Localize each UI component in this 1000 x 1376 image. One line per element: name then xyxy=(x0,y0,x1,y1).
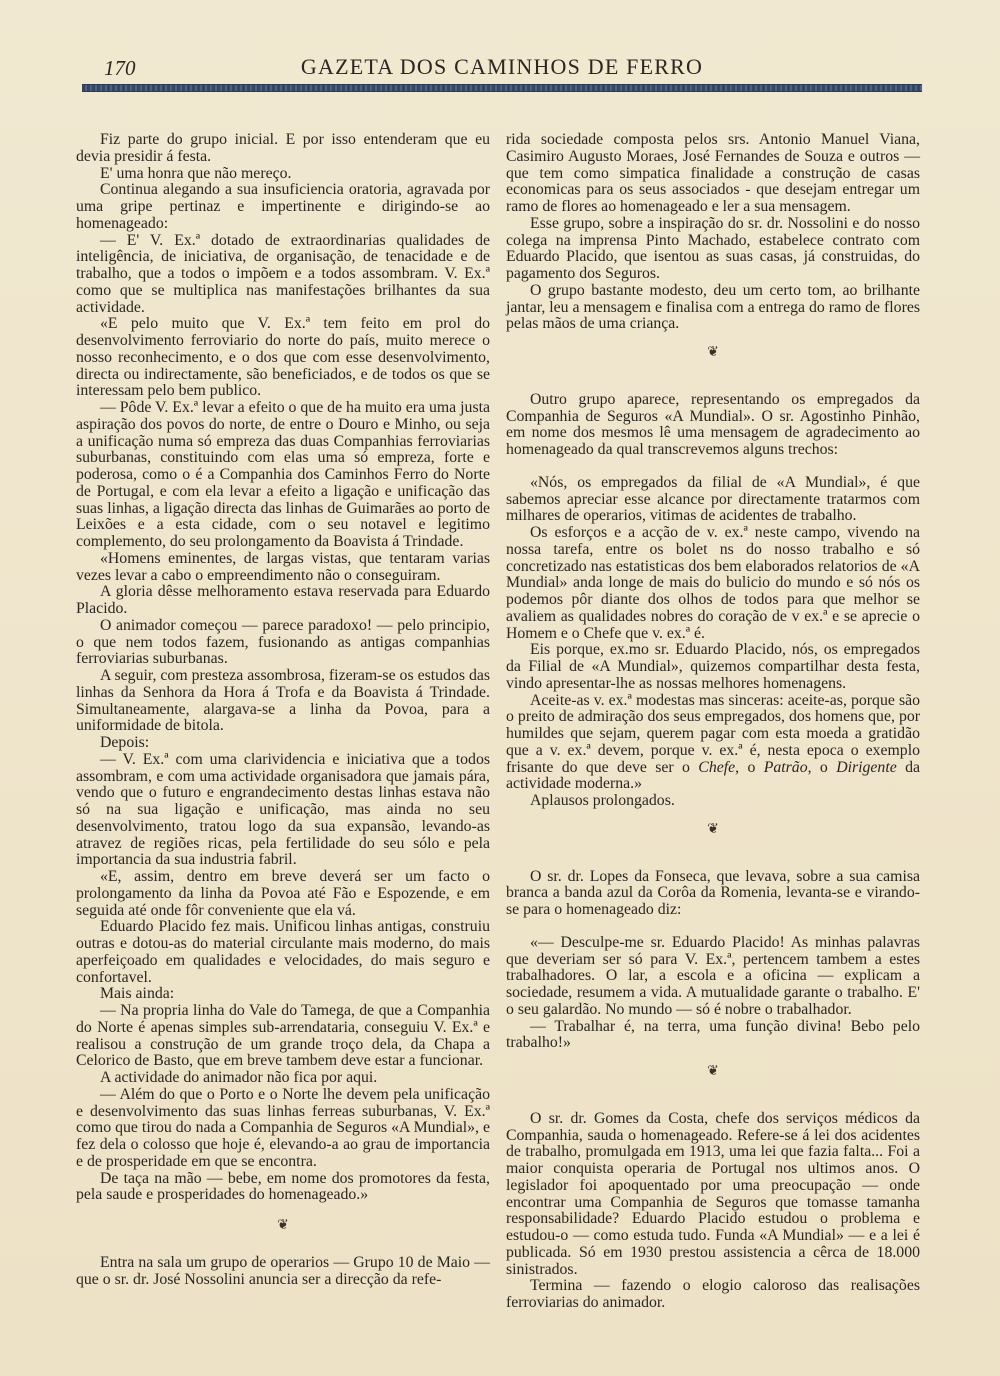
page-header xyxy=(82,50,922,88)
paragraph xyxy=(506,693,920,794)
right-column xyxy=(506,132,920,1312)
emphasis-chefe: Chefe xyxy=(698,758,736,776)
paragraph: Depois: xyxy=(100,734,150,751)
paragraph: Fiz parte do grupo inicial. E por isso entenderam que eu devia presidir á festa. xyxy=(76,131,490,165)
paragraph: «E pelo muito que V. Ex.ª tem feito em prol do desenvolvimento ferroviario do norte do país, muito merece o nosso reconhecimento, e o dos que com esse desenvolvimento, directa ou indirectamente, são beneficiados, e de todos os que se interessam pelo bem publico. xyxy=(76,315,490,400)
paragraph: Termina — fazendo o elogio caloroso das realisações ferroviarias do animador. xyxy=(506,1277,920,1311)
left-column xyxy=(76,132,490,1288)
paragraph: Outro grupo aparece, representando os empregados da Companhia de Seguros «A Mundial». O sr. Agostinho Pinhão, em nome dos mesmos lê uma mensagem de agradecimento ao homenageado da qual transcrevemos alguns trechos: xyxy=(506,390,920,458)
page-number: 170 xyxy=(104,56,136,80)
paragraph: O grupo bastante modesto, deu um certo tom, ao brilhante jantar, leu a mensagem e finalisa com a entrega do ramo de flores pelas mãos de uma criança. xyxy=(506,281,920,333)
paragraph: «Homens eminentes, de largas vistas, que tentaram varias vezes levar a cabo o empreendimento não o conseguiram. xyxy=(76,549,490,584)
paragraph: O sr. dr. Lopes da Fonseca, que levava, sobre a sua camisa branca a banda azul da Corôa da Romenia, levanta-se e virando-se para o homenageado diz: xyxy=(506,867,920,918)
fleuron-icon: ❦ xyxy=(277,1218,289,1233)
paragraph: Eduardo Placido fez mais. Unificou linhas antigas, construiu outras e dotou-as do material circulante mais moderno, do mais aperfeiçoado em qualidades e velocidades, do mais seguro e confortavel. xyxy=(76,918,490,986)
fleuron-icon: ❦ xyxy=(707,345,719,360)
text-run: , o xyxy=(807,758,837,776)
paragraph: — V. Ex.ª com uma clarividencia e iniciativa que a todos assombram, e com uma actividade organisadora que jamais pára, vendo que o futuro e engrandecimento destas linhas estava não só na sua ligação e unificação, mas ainda no seu desenvolvimento, tratou logo da sua expansão, levando-as atravez de regiões ricas, pela fertilidade do seu sólo e pela importancia da sua industria fabril. xyxy=(76,750,490,869)
text-run: Aceite-as v. ex.ª modestas mas sinceras: aceite-as, porque são o preito de admiração dos seus empregados, dos homens que, por humildes que sejam, querem pagar com esta moeda a gratidão que a v. ex.ª devem, porque v. ex.ª é, nesta epoca o exemplo frisante do que deve ser o xyxy=(506,691,920,776)
paragraph: O sr. dr. Gomes da Costa, chefe dos serviços médicos da Companhia, sauda o homenageado. Refere-se á lei dos acidentes de trabalho, promulgada em 1913, uma lei que fazia falta... Foi a maior conquista operaria de Portugal nos ultimos anos. O legislador foi apoquentado por uma preocupação — onde encontrar uma Companhia de Seguros que tomasse tamanha responsabilidade? Eduardo Placido estudou o problema e estudou-o — como estuda tudo. Funda «A Mundial» — e a lei é publicada. Só em 1930 prestou assistencia a cêrca de 18.000 sinistrados. xyxy=(506,1109,920,1278)
paragraph: De taça na mão — bebe, em nome dos promotores da festa, pela saude e prosperidades do homenageado.» xyxy=(76,1169,490,1204)
header-rule xyxy=(82,84,922,92)
paragraph: — Além do que o Porto e o Norte lhe devem pela unificação e desenvolvimento das suas linhas ferreas suburbanas, V. Ex.ª como que tirou do nada a Companhia de Seguros «A Mundial», e fez dela o colosso que hoje é, elevando-a ao grau de importancia e de prosperidade em que se encontra. xyxy=(76,1085,490,1170)
paragraph: Entra na sala um grupo de operarios — Grupo 10 de Maio — que o sr. dr. José Nossolini anuncia ser a direcção da refe- xyxy=(76,1253,490,1288)
emphasis-patrao: Patrão xyxy=(763,758,808,776)
paragraph: Mais ainda: xyxy=(100,985,175,1003)
paragraph: Os esforços e a acção de v. ex.ª neste campo, vivendo na nossa tarefa, entre os bolet ns do nosso trabalho e só concretizado nas estatisticas dos bem elaborados relatorios de «A Mundial» anda longe de mais do bulicio do mundo e só nós os podemos pôr diante dos olhos de todos para que melhor se avaliem as qualidades nobres do coração de v ex.ª e se aprecie o Homem e o Chefe que v. ex.ª é. xyxy=(506,524,920,642)
fleuron-icon: ❦ xyxy=(707,821,719,837)
paragraph: — Pôde V. Ex.ª levar a efeito o que de ha muito era uma justa aspiração dos povos do norte, de entre o Douro e Minho, ou seja a unificação numa só empreza das duas Companhias ferroviarias suburbanas, constituindo com elas uma só empreza, forte e poderosa, como o é a Companhia dos Caminhos Ferro do Norte de Portugal, e com ela levar a efeito a ligação e unificação das suas linhas, a ligação directa das linhas de Guimarães ao porto de Leixões e a esta cidade, com o seu notavel e legitimo complemento, do seu prolongamento da Boavista á Trindade. xyxy=(76,399,490,550)
paragraph: — E' V. Ex.ª dotado de extraordinarias qualidades de inteligência, de iniciativa, de organisação, de tenacidade e de trabalho, que a todos o impõem e a todos assombram. V. Ex.ª como que se multiplica nas manifestações brilhantes da sua actividade. xyxy=(76,231,490,316)
paragraph: E' uma honra que não mereço. xyxy=(100,164,292,182)
paragraph: A seguir, com presteza assombrosa, fizeram-se os estudos das linhas da Senhora da Hora á Trofa e da Boavista á Trindade. Simultaneamente, alargava-se a linha da Povoa, para a uniformidade de bitola. xyxy=(76,667,490,735)
paragraph: Continua alegando a sua insuficiencia oratoria, agravada por uma gripe pertinaz e impertinente e dirigindo-se ao homenageado: xyxy=(76,181,490,232)
paragraph: «Nós, os empregados da filial de «A Mundial», é que sabemos apreciar esse alcance por directamente tratarmos com milhares de operarios, vitimas de acidentes de trabalho. xyxy=(506,473,920,525)
paragraph: «E, assim, dentro em breve deverá ser um facto o prolongamento da linha da Povoa até Fão e Espozende, e em seguida até onde fôr conveniente que ela vá. xyxy=(76,868,490,919)
paragraph: A actividade do animador não fica por aqui. xyxy=(100,1069,378,1086)
emphasis-dirigente: Dirigente xyxy=(836,758,897,776)
text-run: , o xyxy=(735,758,764,776)
paragraph: — Na propria linha do Vale do Tamega, de que a Companhia do Norte é apenas simples sub-arrendataria, conseguiu V. Ex.ª e realisou a construção de um grande troço dela, da Chapa a Celorico de Basto, que em breve tambem deve estar a funcionar. xyxy=(76,1002,490,1070)
paragraph: O animador começou — parece paradoxo! — pelo principio, o que nem todos fazem, fusionando as antigas companhias ferroviarias suburbanas. xyxy=(76,616,490,668)
paragraph: Aplausos prolongados. xyxy=(530,792,675,809)
text-run: da actividade moderna.» xyxy=(506,758,921,793)
paragraph: A gloria dêsse melhoramento estava reservada para Eduardo Placido. xyxy=(76,583,490,617)
journal-title: GAZETA DOS CAMINHOS DE FERRO xyxy=(300,54,704,79)
paragraph: «— Desculpe-me sr. Eduardo Placido! As minhas palavras que deveriam ser só para V. Ex.ª, pertencem tambem a estes trabalhadores. O lar, a escola e a oficina — explicam a sociedade, resumem a vida. A mutualidade garante o trabalho. E' o seu galardão. No mundo — só é nobre o trabalhador. xyxy=(506,933,920,1018)
paragraph: rida sociedade composta pelos srs. Antonio Manuel Viana, Casimiro Augusto Moraes, José Fernandes de Souza e outros — que tem como simpatica finalidade a construção de casas economicas para os seus associados - que desejam entregar um ramo de flores ao homenageado e ler a sua mensagem. xyxy=(506,131,920,215)
fleuron-icon: ❦ xyxy=(707,1064,719,1079)
paragraph: — Trabalhar é, na terra, uma função divina! Bebo pelo trabalho!» xyxy=(506,1017,920,1052)
paragraph: Esse grupo, sobre a inspiração do sr. dr. Nossolini e do nosso colega na imprensa Pinto Machado, estabelece contrato com Eduardo Placido, que isentou as suas casas, já construidas, do pagamento dos Seguros. xyxy=(506,214,920,282)
paragraph: Eis porque, ex.mo sr. Eduardo Placido, nós, os empregados da Filial de «A Mundial», quizemos compartilhar desta festa, vindo apresentar-lhe as nossas melhores homenagens. xyxy=(506,641,920,692)
